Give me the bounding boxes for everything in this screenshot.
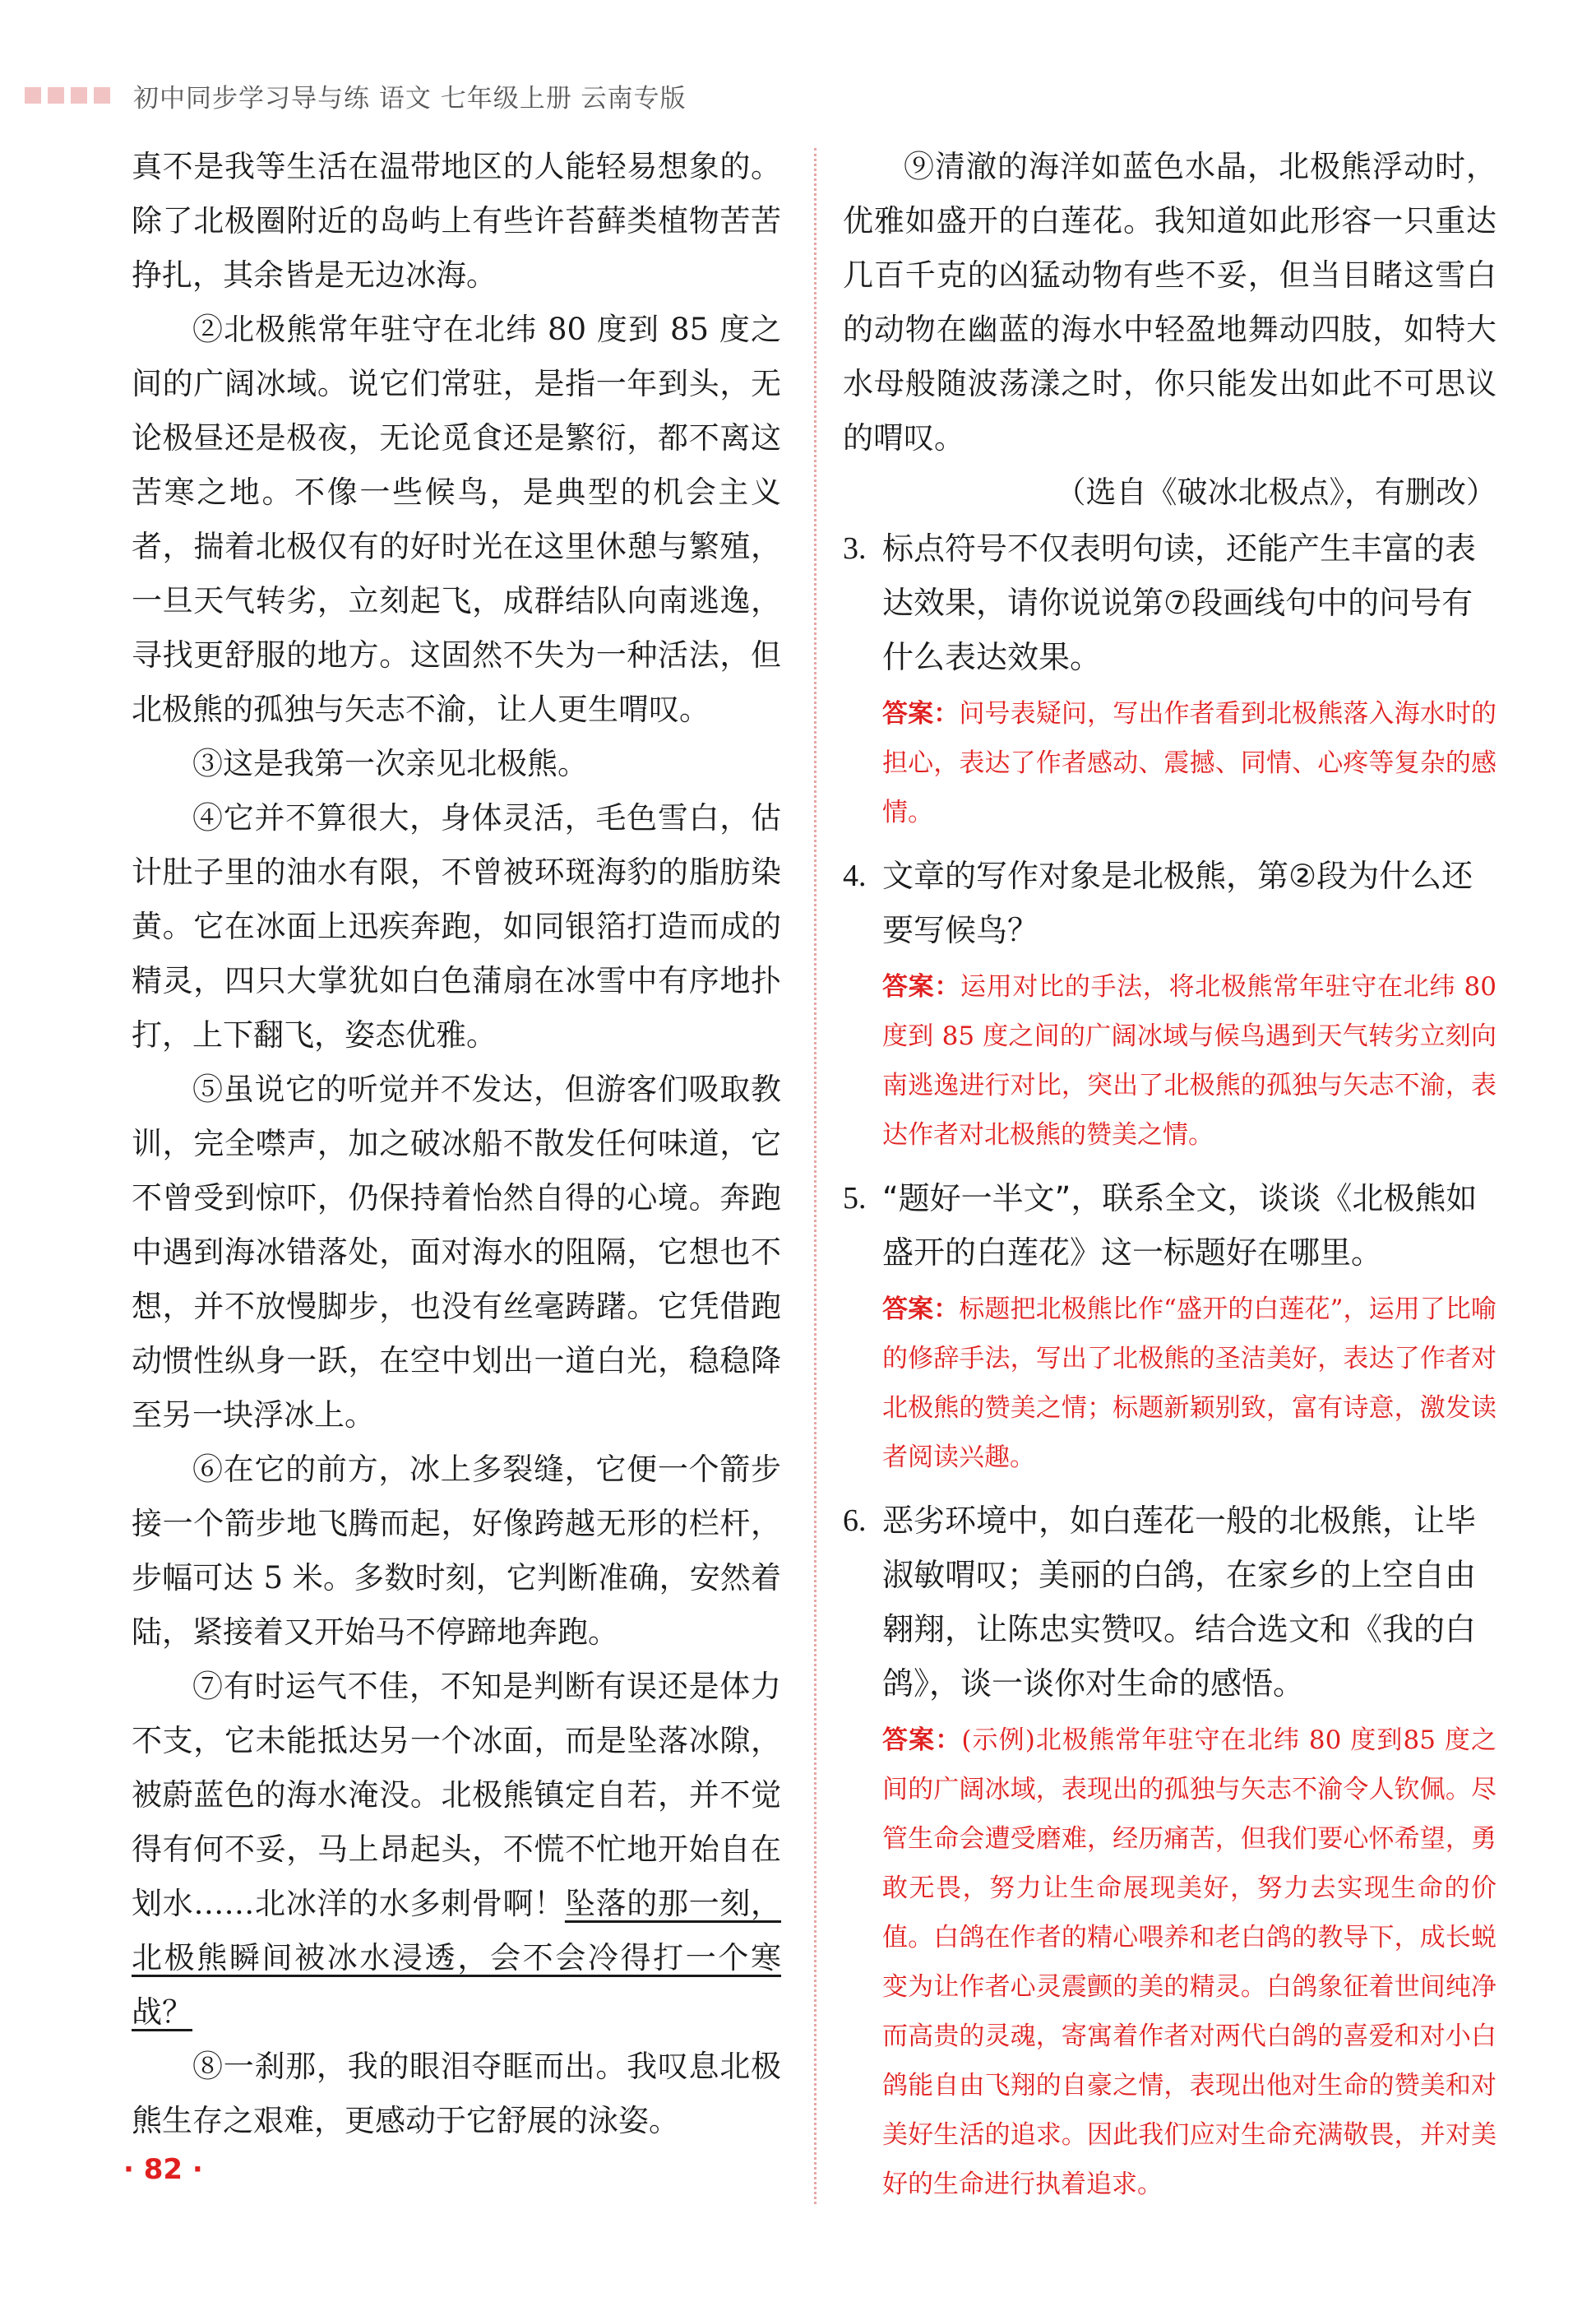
question-text: “题好一半文”，联系全文，谈谈《北极熊如盛开的白莲花》这一标题好在哪里。 xyxy=(882,1180,1478,1271)
page-number: · 82 · xyxy=(123,2153,203,2186)
answer-text: (示例)北极熊常年驻守在北纬 80 度到85 度之间的广阔冰域，表现出的孤独与矢志不渝令人钦佩。尽管生命会遭受磨难，经历痛苦，但我们要心怀希望，勇敢无畏，努力让生命展现美好，努力去实现生命的价值。白鸽在作者的精心喂养和老白鸽的教导下，成长蜕变为让作者心灵震颤的美的精灵。白鸽象征着世间纯净而高贵的灵魂，寄寓着作者对两代白鸽的喜爱和对小白鸽能自由飞翔的自豪之情，表现出他对生命的赞美和对美好生活的追求。因此我们应对生命充满敬畏，并对美好的生命进行执着追求。 xyxy=(882,1725,1497,2199)
question-number: 4. xyxy=(843,859,867,893)
paragraph-intro: 真不是我等生活在温带地区的人能轻易想象的。除了北极圈附近的岛屿上有些许苔藓类植物苦苦挣扎，其余皆是无边冰海。 xyxy=(132,149,781,293)
question-text: 标点符号不仅表明句读，还能产生丰富的表达效果，请你说说第⑦段画线句中的问号有什么表达效果。 xyxy=(882,530,1477,675)
underlined-sentence: 坠落的那一刻，北极熊瞬间被冰水浸透，会不会冷得打一个寒战？ xyxy=(132,1886,782,2030)
source-citation: （选自《破冰北极点》，有删改） xyxy=(1055,475,1497,510)
paragraph-4: ④它并不算很大，身体灵活，毛色雪白，估计肚子里的油水有限，不曾被环斑海豹的脂肪染黄。它在冰面上迅疾奔跑，如同银箔打造而成的精灵，四只大掌犹如白色蒲扇在冰雪中有序地扑打，上下翻飞，姿态优雅。 xyxy=(132,800,781,1053)
paragraph-5: ⑤虽说它的听觉并不发达，但游客们吸取教训，完全噤声，加之破冰船不散发任何味道，它不曾受到惊吓，仍保持着怡然自得的心境。奔跑中遇到海冰错落处，面对海水的阻隔，它想也不想，并不放慢脚步，也没有丝毫踌躇。它凭借跑动惯性纵身一跃，在空中划出一道白光，稳稳降至另一块浮冰上。 xyxy=(132,1072,781,1433)
answer-label: 答案： xyxy=(882,972,961,1002)
question-5 xyxy=(843,1171,1497,1280)
paragraph-9: ⑨清澈的海洋如蓝色水晶，北极熊浮动时，优雅如盛开的白莲花。我知道如此形容一只重达几百千克的凶猛动物有些不妥，但当目睹这雪白的动物在幽蓝的海水中轻盈地舞动四肢，如特大水母般随波荡漾之时，你只能发出如此不可思议的喟叹。 xyxy=(843,149,1497,456)
question-text: 文章的写作对象是北极熊，第②段为什么还要写候鸟？ xyxy=(882,858,1473,948)
paragraph-6: ⑥在它的前方，冰上多裂缝，它便一个箭步接一个箭步地飞腾而起，好像跨越无形的栏杆，步幅可达 5 米。多数时刻，它判断准确，安然着陆，紧接着又开始马不停蹄地奔跑。 xyxy=(132,1452,781,1650)
answer-text: 运用对比的手法，将北极熊常年驻守在北纬 80 度到 85 度之间的广阔冰域与候鸟遇到天气转劣立刻向南逃逸进行对比，突出了北极熊的孤独与矢志不渝，表达作者对北极熊的赞美之情。 xyxy=(882,972,1497,1150)
answer-label: 答案： xyxy=(882,1294,960,1324)
answer-label: 答案： xyxy=(882,1725,962,1755)
answer-5 xyxy=(882,1285,1497,1482)
question-number: 3. xyxy=(843,531,867,566)
answer-3 xyxy=(882,689,1497,837)
page-header xyxy=(25,72,687,118)
question-3 xyxy=(843,521,1497,684)
book-title: 初中同步学习导与练 语文 七年级上册 云南专版 xyxy=(133,83,687,113)
paragraph-8: ⑧一刹那，我的眼泪夺眶而出。我叹息北极熊生存之艰难，更感动于它舒展的泳姿。 xyxy=(132,2049,781,2138)
answer-4 xyxy=(882,962,1497,1160)
question-4 xyxy=(843,849,1497,957)
answer-text: 问号表疑问，写出作者看到北极熊落入海水时的担心，表达了作者感动、震撼、同情、心疼等复杂的感情。 xyxy=(882,699,1497,827)
answer-6 xyxy=(882,1716,1497,2209)
question-number: 6. xyxy=(843,1503,867,1538)
paragraph-7-text: ⑦有时运气不佳，不知是判断有误还是体力不支，它未能抵达另一个冰面，而是坠落冰隙，被蔚蓝色的海水淹没。北极熊镇定自若，并不觉得有何不妥，马上昂起头，不慌不忙地开始自在划水……北冰洋的水多刺骨啊！ xyxy=(132,1669,781,1921)
question-6 xyxy=(843,1494,1497,1711)
left-column xyxy=(132,140,781,2148)
column-divider xyxy=(814,148,817,2204)
paragraph-7 xyxy=(132,1660,781,2040)
paragraph-2: ②北极熊常年驻守在北纬 80 度到 85 度之间的广阔冰域。说它们常驻，是指一年到头，无论极昼还是极夜，无论觅食还是繁衍，都不离这苦寒之地。不像一些候鸟，是典型的机会主义者，揣着北极仅有的好时光在这里休憩与繁殖，一旦天气转劣，立刻起飞，成群结队向南逃逸，寻找更舒服的地方。这固然不失为一种活法，但北极熊的孤独与矢志不渝，让人更生喟叹。 xyxy=(132,312,781,727)
header-decoration xyxy=(25,87,110,104)
question-text: 恶劣环境中，如白莲花一般的北极熊，让毕淑敏喟叹；美丽的白鸽，在家乡的上空自由翱翔，让陈忠实赞叹。结合选文和《我的白鸽》，谈一谈你对生命的感悟。 xyxy=(882,1503,1477,1702)
right-column xyxy=(843,140,1497,2221)
question-number: 5. xyxy=(843,1181,867,1216)
answer-label: 答案： xyxy=(882,699,960,729)
answer-text: 标题把北极熊比作“盛开的白莲花”，运用了比喻的修辞手法，写出了北极熊的圣洁美好，表达了作者对北极熊的赞美之情；标题新颖别致，富有诗意，激发读者阅读兴趣。 xyxy=(882,1294,1497,1472)
paragraph-3: ③这是我第一次亲见北极熊。 xyxy=(192,746,588,781)
